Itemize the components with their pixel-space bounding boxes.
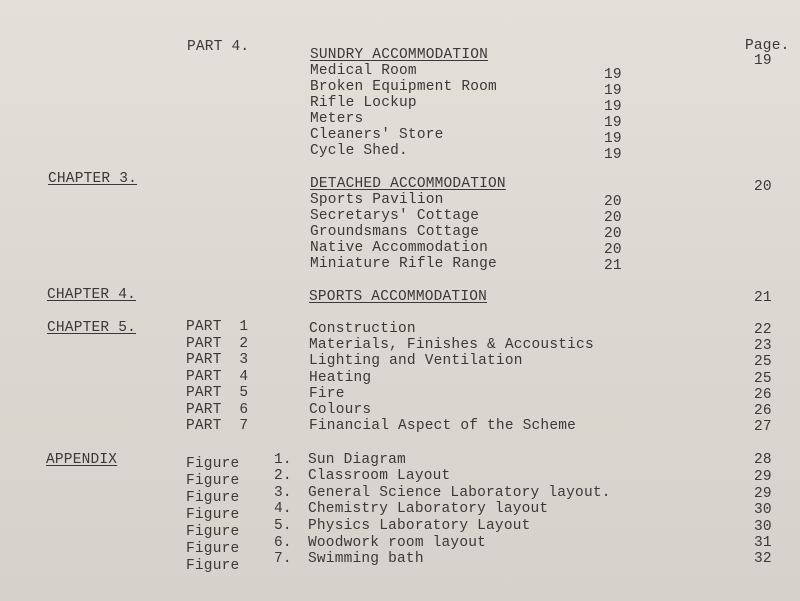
part4-item-title: Medical Room — [310, 63, 417, 79]
chapter3-item-title: Native Accommodation — [310, 240, 489, 256]
part4-item-title: Broken Equipment Room — [310, 79, 497, 95]
appendix-figure-label: Figure — [186, 507, 240, 523]
appendix-figure-number: 7. — [274, 551, 292, 567]
chapter5-part-page: 26 — [754, 403, 772, 419]
appendix-figure-page: 29 — [754, 469, 772, 485]
chapter3-title: DETACHED ACCOMMODATION — [310, 176, 506, 192]
chapter3-item-page: 20 — [604, 194, 622, 210]
chapter3-item-title: Groundsmans Cottage — [310, 224, 480, 240]
appendix-figure-page: 29 — [754, 486, 772, 502]
part4-item-page: 19 — [604, 147, 622, 163]
appendix-figure-label: Figure — [186, 490, 240, 506]
chapter5-part-label: PART 3 — [186, 352, 249, 368]
appendix-figure-number: 4. — [274, 501, 292, 517]
chapter5-part-title: Lighting and Ventilation — [309, 353, 523, 369]
chapter3-page-number: 20 — [754, 179, 772, 195]
part4-item-page: 19 — [604, 99, 622, 115]
chapter5-part-title: Construction — [309, 321, 416, 337]
chapter5-part-page: 23 — [754, 338, 772, 354]
chapter5-part-label: PART 7 — [186, 418, 249, 434]
part4-item-page: 19 — [604, 131, 622, 147]
chapter4-label: CHAPTER 4. — [47, 287, 137, 303]
chapter5-label: CHAPTER 5. — [47, 320, 137, 336]
appendix-figure-title: Chemistry Laboratory layout — [308, 501, 549, 517]
appendix-figure-title: Physics Laboratory Layout — [308, 518, 531, 534]
chapter5-part-page: 25 — [754, 354, 772, 370]
appendix-figure-label: Figure — [186, 541, 240, 557]
appendix-figure-number: 2. — [274, 468, 292, 484]
appendix-figure-title: Swimming bath — [308, 551, 424, 567]
chapter5-part-page: 27 — [754, 419, 772, 435]
chapter3-item-page: 20 — [604, 242, 622, 258]
chapter5-part-title: Colours — [309, 402, 372, 418]
appendix-figure-page: 28 — [754, 452, 772, 468]
chapter3-item-page: 20 — [604, 226, 622, 242]
appendix-figure-number: 6. — [274, 535, 292, 551]
part4-item-title: Meters — [310, 111, 364, 127]
chapter5-part-label: PART 6 — [186, 402, 249, 418]
chapter5-part-title: Materials, Finishes & Accoustics — [309, 337, 594, 353]
part4-item-page: 19 — [604, 83, 622, 99]
chapter5-part-page: 25 — [754, 371, 772, 387]
chapter3-label: CHAPTER 3. — [48, 171, 138, 187]
appendix-figure-label: Figure — [186, 524, 240, 540]
chapter5-part-label: PART 5 — [186, 385, 249, 401]
chapter3-item-page: 20 — [604, 210, 622, 226]
appendix-figure-title: Woodwork room layout — [308, 535, 487, 551]
appendix-figure-label: Figure — [186, 558, 240, 574]
appendix-figure-number: 5. — [274, 518, 292, 534]
chapter3-item-page: 21 — [604, 258, 622, 274]
appendix-figure-label: Figure — [186, 456, 240, 472]
appendix-figure-title: Classroom Layout — [308, 468, 451, 484]
chapter3-item-title: Secretarys' Cottage — [310, 208, 480, 224]
part4-title: SUNDRY ACCOMMODATION — [310, 47, 489, 63]
part4-item-title: Rifle Lockup — [310, 95, 417, 111]
part4-label: PART 4. — [187, 39, 250, 55]
appendix-figure-page: 30 — [754, 519, 772, 535]
chapter5-part-label: PART 1 — [186, 319, 249, 335]
appendix-figure-label: Figure — [186, 473, 240, 489]
chapter5-part-page: 22 — [754, 322, 772, 338]
chapter5-part-title: Heating — [309, 370, 372, 386]
page-column-header: Page. — [745, 38, 790, 54]
chapter5-part-label: PART 4 — [186, 369, 249, 385]
appendix-figure-title: General Science Laboratory layout. — [308, 485, 611, 501]
appendix-figure-page: 32 — [754, 551, 772, 567]
chapter5-part-title: Fire — [309, 386, 345, 402]
appendix-figure-page: 31 — [754, 535, 772, 551]
appendix-figure-number: 1. — [274, 452, 292, 468]
chapter3-item-title: Miniature Rifle Range — [310, 256, 497, 272]
chapter4-title: SPORTS ACCOMMODATION — [309, 289, 488, 305]
appendix-figure-number: 3. — [274, 485, 292, 501]
chapter5-part-title: Financial Aspect of the Scheme — [309, 418, 577, 434]
chapter3-item-title: Sports Pavilion — [310, 192, 444, 208]
part4-page-number: 19 — [754, 53, 772, 69]
appendix-figure-page: 30 — [754, 502, 772, 518]
chapter5-part-label: PART 2 — [186, 336, 249, 352]
chapter5-part-page: 26 — [754, 387, 772, 403]
part4-item-title: Cleaners' Store — [310, 127, 444, 143]
chapter4-page-number: 21 — [754, 290, 772, 306]
appendix-figure-title: Sun Diagram — [308, 452, 406, 468]
part4-item-title: Cycle Shed. — [310, 143, 408, 159]
part4-item-page: 19 — [604, 67, 622, 83]
part4-item-page: 19 — [604, 115, 622, 131]
appendix-label: APPENDIX — [46, 452, 118, 468]
